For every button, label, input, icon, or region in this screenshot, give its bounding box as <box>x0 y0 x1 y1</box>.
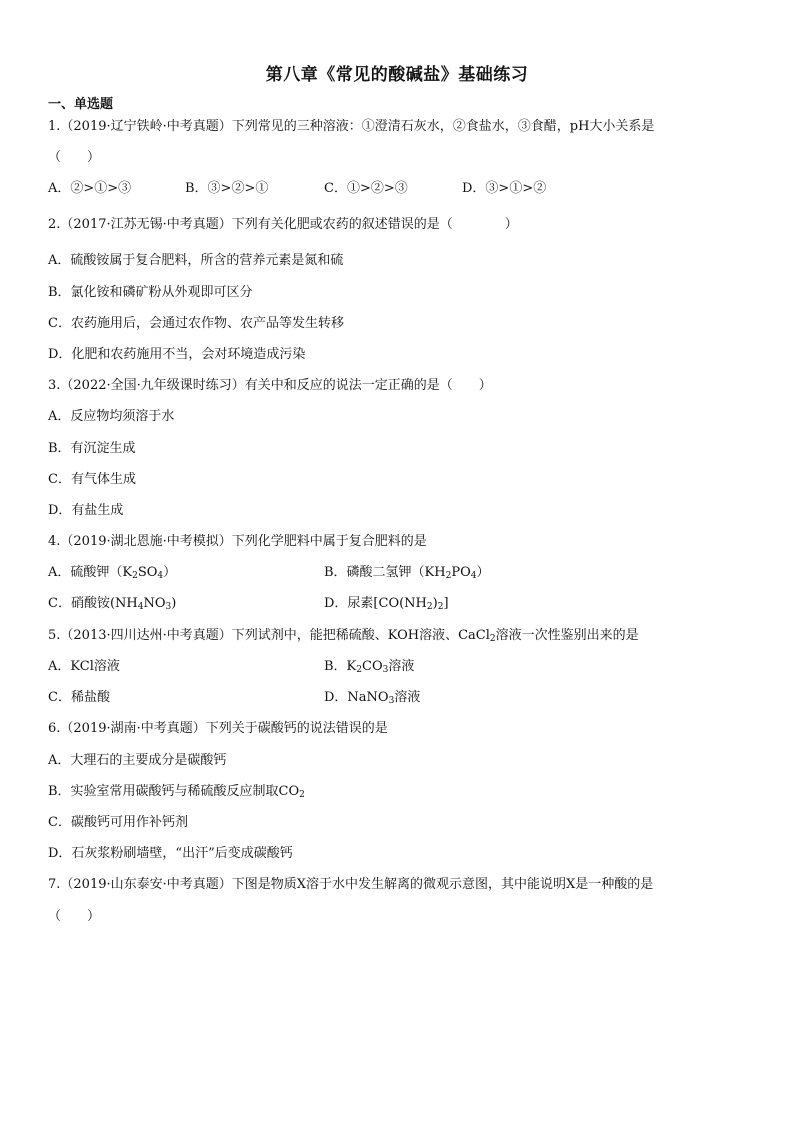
question-2-stem: 2.（2017·江苏无锡·中考真题）下列有关化肥或农药的叙述错误的是（ ） <box>48 217 518 232</box>
question-4-option-d: D．尿素$[CO(NH_2)_2]$ <box>324 596 449 612</box>
section-heading: 一、单选题 <box>48 97 114 112</box>
question-3-option-a: A．反应物均须溶于水 <box>48 409 175 424</box>
question-3-option-c: C．有气体生成 <box>48 472 136 487</box>
question-3-option-b: B．有沉淀生成 <box>48 441 136 456</box>
question-2-option-a: A．硫酸铵属于复合肥料，所含的营养元素是氮和硫 <box>48 253 344 268</box>
question-6-option-d: D．石灰浆粉刷墙壁，“出汗”后变成碳酸钙 <box>48 846 293 861</box>
question-6-option-c: C．碳酸钙可用作补钙剂 <box>48 815 188 830</box>
question-1-option-d: D．③>①>② <box>462 181 547 196</box>
question-4-option-c: C．硝酸铵$(NH_4NO_3)$ <box>48 596 177 612</box>
question-5-option-b: B．$K_2CO_3$溶液 <box>324 659 415 675</box>
question-2-option-b: B．氯化铵和磷矿粉从外观即可区分 <box>48 285 253 300</box>
question-4-option-b: B．磷酸二氢钾$(KH_2PO_4)$ <box>324 565 490 581</box>
page-title: 第八章《常见的酸碱盐》基础练习 <box>265 65 529 85</box>
question-1-option-b: B．③>②>① <box>185 181 269 196</box>
question-5-stem: 5.（2013·四川达州·中考真题）下列试剂中，能把稀硫酸、KOH溶液、CaCl$_2$溶液一次性鉴别出来的是 <box>48 628 639 644</box>
question-6-option-a: A．大理石的主要成分是碳酸钙 <box>48 753 227 768</box>
question-5-option-c: C．稀盐酸 <box>48 690 110 705</box>
question-5-option-d: D．NaNO$_3$溶液 <box>324 690 421 706</box>
question-6-option-b: B．实验室常用碳酸钙与稀硫酸反应制取$CO_2$ <box>48 784 305 800</box>
question-2-option-c: C．农药施用后，会通过农作物、农产品等发生转移 <box>48 316 344 331</box>
question-4-stem: 4.（2019·湖北恩施·中考模拟）下列化学肥料中属于复合肥料的是 <box>48 534 427 549</box>
question-3-option-d: D．有盐生成 <box>48 503 124 518</box>
question-1-stem: 1.（2019·辽宁铁岭·中考真题）下列常见的三种溶液：①澄清石灰水，②食盐水，③食醋，pH大小关系是 <box>48 119 655 134</box>
question-6-stem: 6.（2019·湖南·中考真题）下列关于碳酸钙的说法错误的是 <box>48 721 388 736</box>
question-5-option-a: A．KCl溶液 <box>48 659 120 674</box>
question-7-stem: 7.（2019·山东泰安·中考真题）下图是物质X溶于水中发生解离的微观示意图，其中能说明X是一种酸的是 <box>48 877 654 892</box>
question-7-paren: （ ） <box>48 909 101 924</box>
question-1-option-c: C．①>②>③ <box>324 181 408 196</box>
question-2-option-d: D．化肥和农药施用不当，会对环境造成污染 <box>48 347 306 362</box>
question-1-paren: （ ） <box>48 150 101 165</box>
question-1-option-a: A．②>①>③ <box>48 181 132 196</box>
question-3-stem: 3.（2022·全国·九年级课时练习）有关中和反应的说法一定正确的是（ ） <box>48 378 492 393</box>
question-4-option-a: A．硫酸钾$(K_2SO_4)$ <box>48 565 177 581</box>
